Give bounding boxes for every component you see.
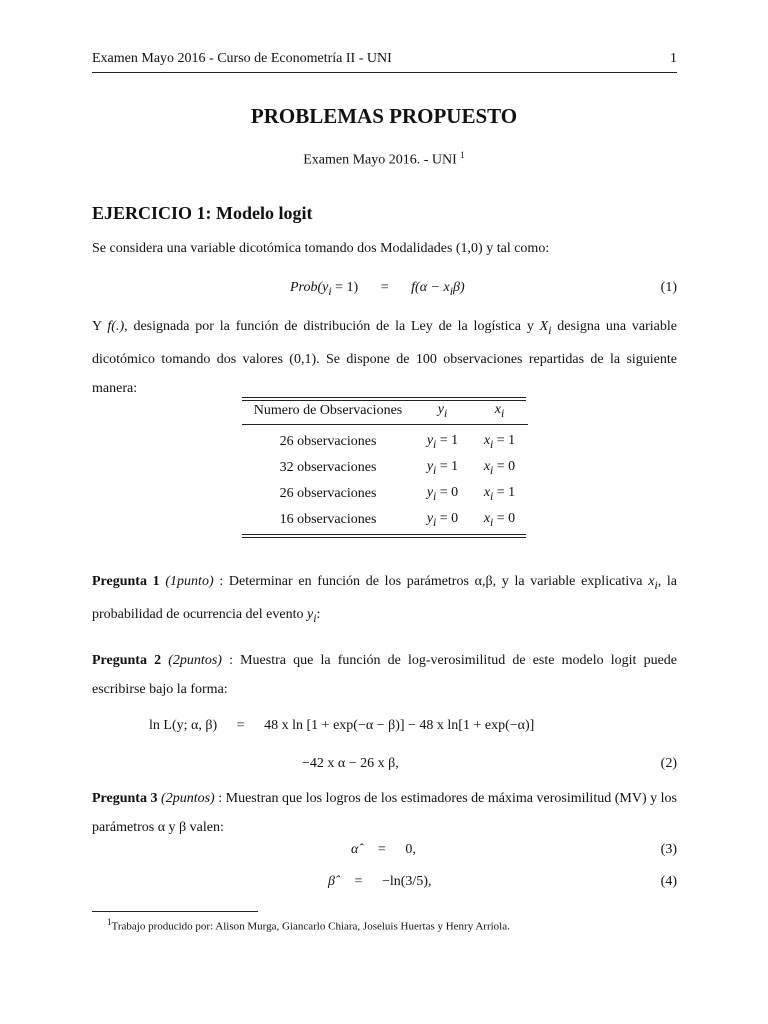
question-1: Pregunta 1 (1punto) : Determinar en función de los parámetros α,β, y la variable explicativa $x_i$, la probabilidad de ocurrencia del evento $y_i$: [92,574,677,625]
table-bottom-rule [242,534,526,535]
intro-paragraph: Se considera una variable dicotómica tomando dos Modalidades (1,0) y tal como: [92,241,550,256]
question-2: Pregunta 2 (2puntos) : Muestra que la función de log-verosimilitud de este modelo logit puede escribirse bajo la forma: [92,653,677,697]
table-header-row: Numero de Observaciones $y_i$ $x_i$ [253,402,505,420]
header-rule [92,72,677,73]
equation-4: β̂ = −ln(3/5), [328,874,432,889]
equation-4-number: (4) [660,874,677,889]
table-row: 32 observaciones $y_i = 1$ $x_i = 0$ [279,459,516,477]
table-row: 26 observaciones $y_i = 1$ $x_i = 1$ [279,433,516,451]
equation-1: $Prob(y_i = 1) = f(\alpha - x_i\beta)$ [290,280,465,298]
table-row: 16 observaciones $y_i = 0$ $x_i = 0$ [279,511,516,529]
equation-3: α̂ = 0, [351,842,416,857]
description-paragraph: Y f(.), designada por la función de distribución de la Ley de la logística y $X_i$ designa una variable dicotómico tomando dos valores (0,1). Se dispone de 100 observaciones repartidas de la siguiente manera: [92,319,677,396]
document-title: PROBLEMAS PROPUESTO [250,104,518,128]
equation-2-line-2: −42 x α − 26 x β, [302,756,399,771]
page-number: 1 [670,51,677,66]
observations-table [242,398,528,533]
table-row: 26 observaciones $y_i = 0$ $x_i = 1$ [279,485,516,503]
document-subtitle: Examen Mayo 2016. - UNI $^1$ [303,150,465,168]
footnote: $^1$Trabajo producido por: Alison Murga, Giancarlo Chiara, Joseluis Huertas y Henry Arriola. [107,917,510,933]
equation-3-number: (3) [660,842,677,857]
question-3: Pregunta 3 (2puntos) : Muestran que los logros de los estimadores de máxima verosimilitud (MV) y los parámetros α y β valen: [92,791,678,835]
footnote-ref[interactable]: 1 [460,150,465,160]
table-bottom-rule-2 [242,537,526,538]
equation-2-number: (2) [660,756,677,771]
equation-1-number: (1) [660,280,677,295]
section-heading: EJERCICIO 1: Modelo logit [92,203,313,223]
running-header [92,50,677,68]
header-title: Examen Mayo 2016 - Curso de Econometría II - UNI [92,51,392,66]
footnote-rule [92,911,258,912]
equation-2: ln L(y; α, β) = 48 x ln [1 + exp(−α − β)] − 48 x ln[1 + exp(−α)] [149,718,535,733]
